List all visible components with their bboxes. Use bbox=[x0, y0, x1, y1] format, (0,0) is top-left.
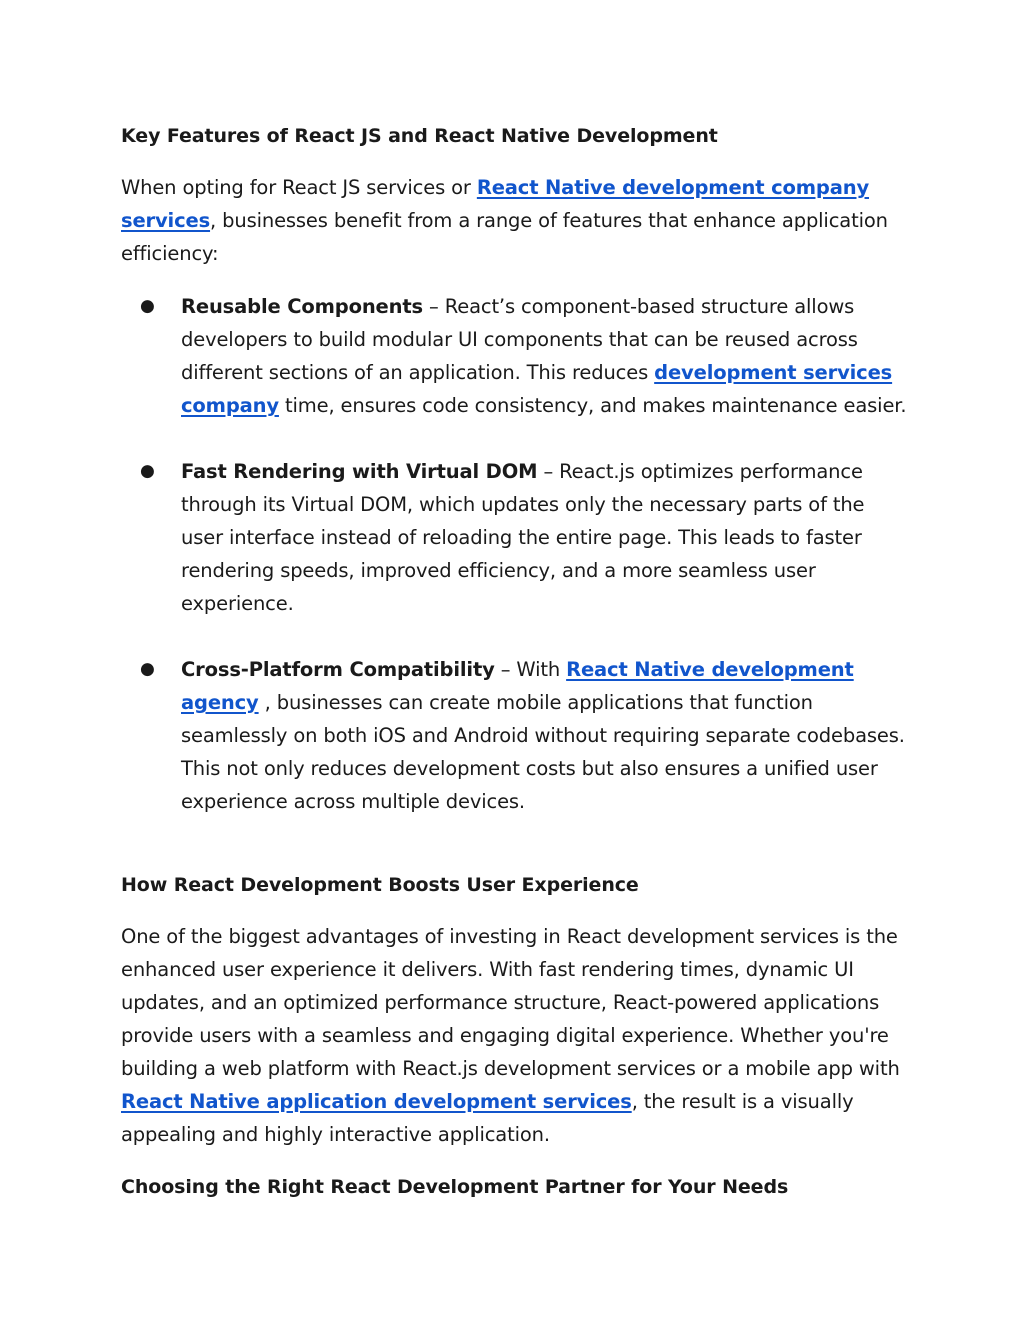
bullet-title: Fast Rendering with Virtual DOM bbox=[181, 460, 538, 483]
link-react-native-company-services[interactable]: React Native development company services bbox=[121, 176, 870, 232]
section-heading-user-experience: How React Development Boosts User Experience bbox=[121, 874, 639, 896]
bullet-text-after: , businesses can create mobile applications that function seamlessly on both iOS and Android without requiring separate codebases. This not only reduces development costs but also ensures a unified user experience across multiple devices. bbox=[181, 691, 905, 813]
intro-text-after: , businesses benefit from a range of features that enhance application efficiency: bbox=[121, 209, 888, 265]
bullet-text: – With bbox=[494, 658, 567, 681]
paragraph-text-before: One of the biggest advantages of investing in React development services is the enhanced user experience it delivers. With fast rendering times, dynamic UI updates, and an optimized performance structure, React-powered applications provide users with a seamless and engaging digital experience. Whether you're building a web platform with React.js development services or a mobile app with bbox=[121, 925, 900, 1080]
intro-text-before: When opting for React JS services or bbox=[121, 176, 477, 199]
paragraph-text-after: , the result is a visually appealing and highly interactive application. bbox=[121, 1090, 854, 1146]
bullet-title: Cross-Platform Compatibility bbox=[181, 658, 495, 681]
intro-paragraph bbox=[121, 171, 911, 270]
bullet-title: Reusable Components bbox=[181, 295, 423, 318]
bullet-text: – React’s component-based structure allows developers to build modular UI components that can be reused across different sections of an application. This reduces bbox=[181, 295, 858, 384]
bullet-text-after: time, ensures code consistency, and makes maintenance easier. bbox=[278, 394, 907, 417]
bullet-icon: ● bbox=[140, 659, 155, 679]
feature-list bbox=[121, 290, 911, 818]
list-item-reusable-components bbox=[121, 290, 911, 422]
link-react-native-agency[interactable]: React Native development agency bbox=[181, 658, 854, 714]
list-item-cross-platform bbox=[121, 653, 911, 818]
link-react-native-application-services[interactable]: React Native application development services bbox=[121, 1090, 632, 1113]
bullet-icon: ● bbox=[140, 461, 155, 481]
list-item-fast-rendering bbox=[121, 455, 911, 620]
link-development-services-company[interactable]: development services company bbox=[181, 361, 893, 417]
section-heading-choosing-partner: Choosing the Right React Development Partner for Your Needs bbox=[121, 1176, 789, 1198]
bullet-icon: ● bbox=[140, 296, 155, 316]
bullet-text: – React.js optimizes performance through its Virtual DOM, which updates only the necessary parts of the user interface instead of reloading the entire page. This leads to faster rendering speeds, improved efficiency, and a more seamless user experience. bbox=[181, 460, 865, 615]
user-experience-paragraph bbox=[121, 920, 911, 1151]
document-page bbox=[121, 121, 911, 1202]
section-heading-key-features: Key Features of React JS and React Native Development bbox=[121, 125, 718, 147]
